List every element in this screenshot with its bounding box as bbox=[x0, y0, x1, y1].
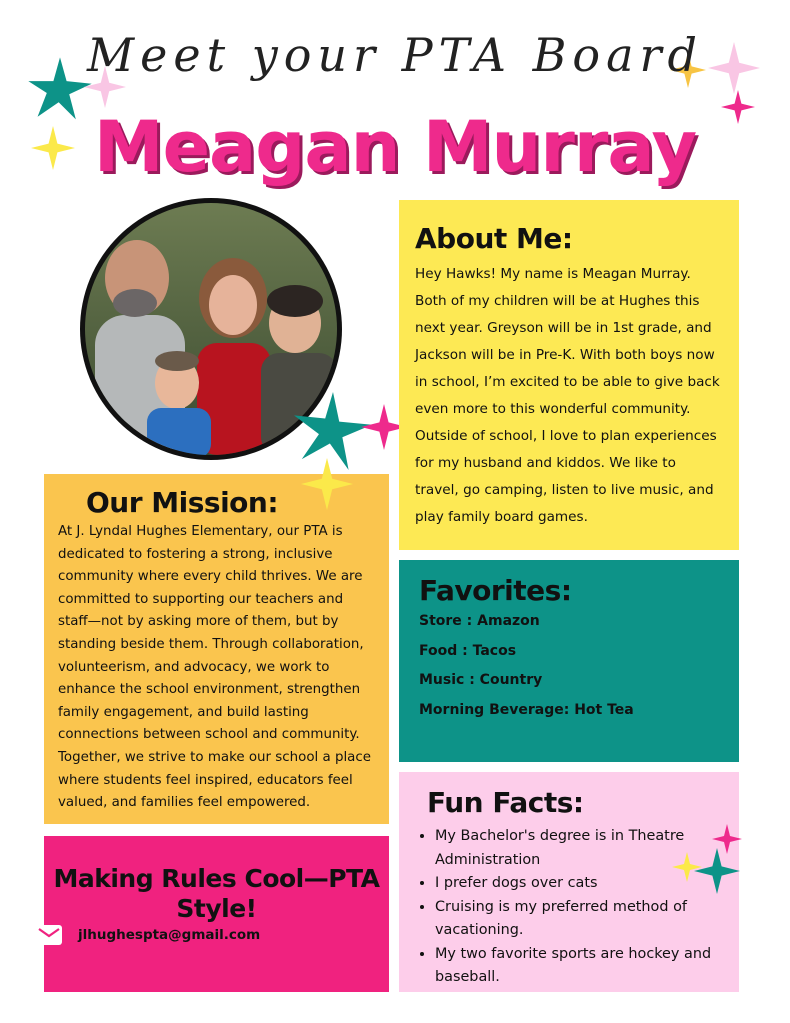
favorites-panel bbox=[399, 560, 739, 762]
mission-heading: Our Mission: bbox=[86, 486, 279, 519]
mission-text: At J. Lyndal Hughes Elementary, our PTA is dedicated to fostering a strong, inclusive community where every child thrives. We are committed to supporting our teachers and staff—not by asking more of them, but by standing beside them. Through collaboration, volunteerism, and advocacy, we work to enhance the school environment, strengthen family engagement, and build lasting connections between school and community. Together, we strive to make our school a place where students feel inspired, educators feel valued, and families feel empowered. bbox=[58, 524, 371, 811]
fun-fact-item: • My two favorite sports are hockey and baseball. bbox=[435, 943, 725, 990]
fun-fact-item: • I prefer dogs over cats bbox=[435, 872, 725, 896]
email-contact[interactable] bbox=[36, 920, 336, 950]
favorite-beverage: Morning Beverage: Hot Tea bbox=[419, 701, 634, 718]
fun-fact-item: • My Bachelor's degree is in Theatre Administration bbox=[435, 825, 725, 872]
email-address[interactable]: jlhughespta@gmail.com bbox=[78, 927, 261, 943]
fun-fact-item: • Cruising is my preferred method of vacationing. bbox=[435, 896, 725, 943]
about-text: Hey Hawks! My name is Meagan Murray. Both of my children will be at Hughes this next year. Greyson will be in 1st grade, and Jackson will be in Pre-K. With both boys now in school, I’m excited to be able to give back even more to this wonderful community. Outside of school, I love to plan experiences for my husband and kiddos. We like to travel, go camping, listen to live music, and play family board games. bbox=[415, 266, 720, 525]
script-title: Meet your PTA Board bbox=[87, 28, 703, 82]
fun-facts-panel bbox=[399, 772, 739, 992]
fun-facts-heading: Fun Facts: bbox=[427, 786, 584, 819]
favorite-store: Store : Amazon bbox=[419, 613, 540, 629]
mission-panel bbox=[44, 474, 389, 824]
yellow-star-icon-mission bbox=[300, 458, 354, 510]
about-heading: About Me: bbox=[415, 222, 573, 255]
favorites-heading: Favorites: bbox=[419, 574, 572, 607]
rules-title: Making Rules Cool—PTA Style! bbox=[53, 864, 380, 923]
teal-star-icon-funfacts bbox=[694, 848, 740, 894]
member-name: Meagan Murray bbox=[93, 106, 697, 188]
favorite-food: Food : Tacos bbox=[419, 642, 517, 659]
favorite-music: Music : Country bbox=[419, 672, 543, 688]
rules-panel bbox=[44, 836, 389, 992]
about-panel bbox=[399, 200, 739, 550]
mail-icon bbox=[36, 925, 62, 945]
fun-facts-list bbox=[413, 825, 725, 990]
